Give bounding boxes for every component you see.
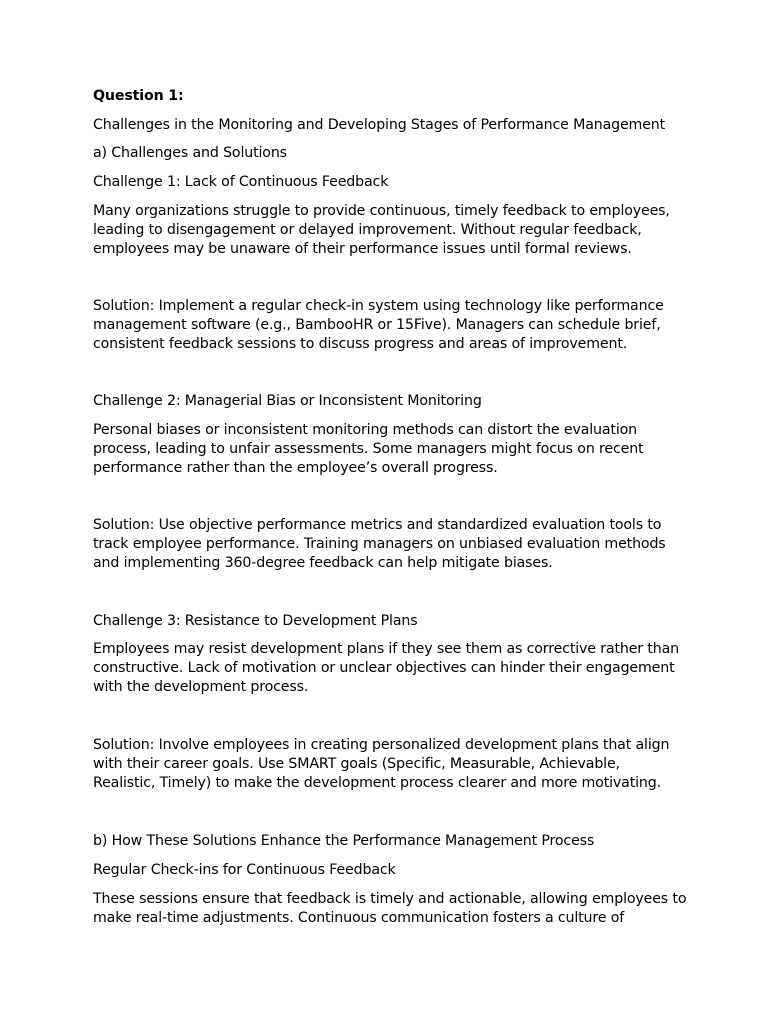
text-line: process, leading to unfair assessments. Some managers might focus on recent	[93, 441, 644, 457]
text-line: management software (e.g., BambooHR or 15Five). Managers can schedule brief,	[93, 317, 661, 333]
text-line: Solution: Involve employees in creating personalized development plans that align	[93, 737, 670, 753]
text-line: Solution: Implement a regular check-in system using technology like performance	[93, 298, 664, 314]
text-line: performance rather than the employee’s overall progress.	[93, 460, 498, 476]
text-line: with the development process.	[93, 679, 309, 695]
section-b-heading: b) How These Solutions Enhance the Performance Management Process	[93, 833, 595, 849]
challenge-1-description	[93, 202, 693, 259]
challenge-2-description	[93, 421, 693, 478]
text-line: Realistic, Timely) to make the development process clearer and more motivating.	[93, 775, 661, 791]
section-a-heading: a) Challenges and Solutions	[93, 145, 287, 161]
challenge-1-heading: Challenge 1: Lack of Continuous Feedback	[93, 174, 389, 190]
challenge-2-solution	[93, 516, 693, 573]
text-line: Personal biases or inconsistent monitoring methods can distort the evaluation	[93, 422, 637, 438]
text-line: Employees may resist development plans if they see them as corrective rather than	[93, 641, 679, 657]
document-title: Challenges in the Monitoring and Developing Stages of Performance Management	[93, 117, 666, 133]
text-line: Solution: Use objective performance metrics and standardized evaluation tools to	[93, 517, 662, 533]
text-line: track employee performance. Training managers on unbiased evaluation methods	[93, 536, 666, 552]
question-heading: Question 1:	[93, 88, 184, 104]
subsection-paragraph	[93, 890, 693, 928]
challenge-3-description	[93, 640, 693, 697]
text-line: make real-time adjustments. Continuous communication fosters a culture of	[93, 910, 625, 926]
challenge-2-heading: Challenge 2: Managerial Bias or Inconsistent Monitoring	[93, 393, 482, 409]
text-line: consistent feedback sessions to discuss progress and areas of improvement.	[93, 336, 628, 352]
text-line: and implementing 360-degree feedback can help mitigate biases.	[93, 555, 553, 571]
text-line: with their career goals. Use SMART goals (Specific, Measurable, Achievable,	[93, 756, 620, 772]
challenge-1-solution	[93, 297, 693, 354]
challenge-3-heading: Challenge 3: Resistance to Development Plans	[93, 613, 418, 629]
challenge-3-solution	[93, 736, 693, 793]
text-line: These sessions ensure that feedback is timely and actionable, allowing employees to	[93, 891, 687, 907]
text-line: Many organizations struggle to provide continuous, timely feedback to employees,	[93, 203, 670, 219]
text-line: employees may be unaware of their performance issues until formal reviews.	[93, 241, 632, 257]
text-line: constructive. Lack of motivation or unclear objectives can hinder their engagement	[93, 660, 675, 676]
subsection-heading: Regular Check-ins for Continuous Feedback	[93, 862, 396, 878]
text-line: leading to disengagement or delayed improvement. Without regular feedback,	[93, 222, 642, 238]
